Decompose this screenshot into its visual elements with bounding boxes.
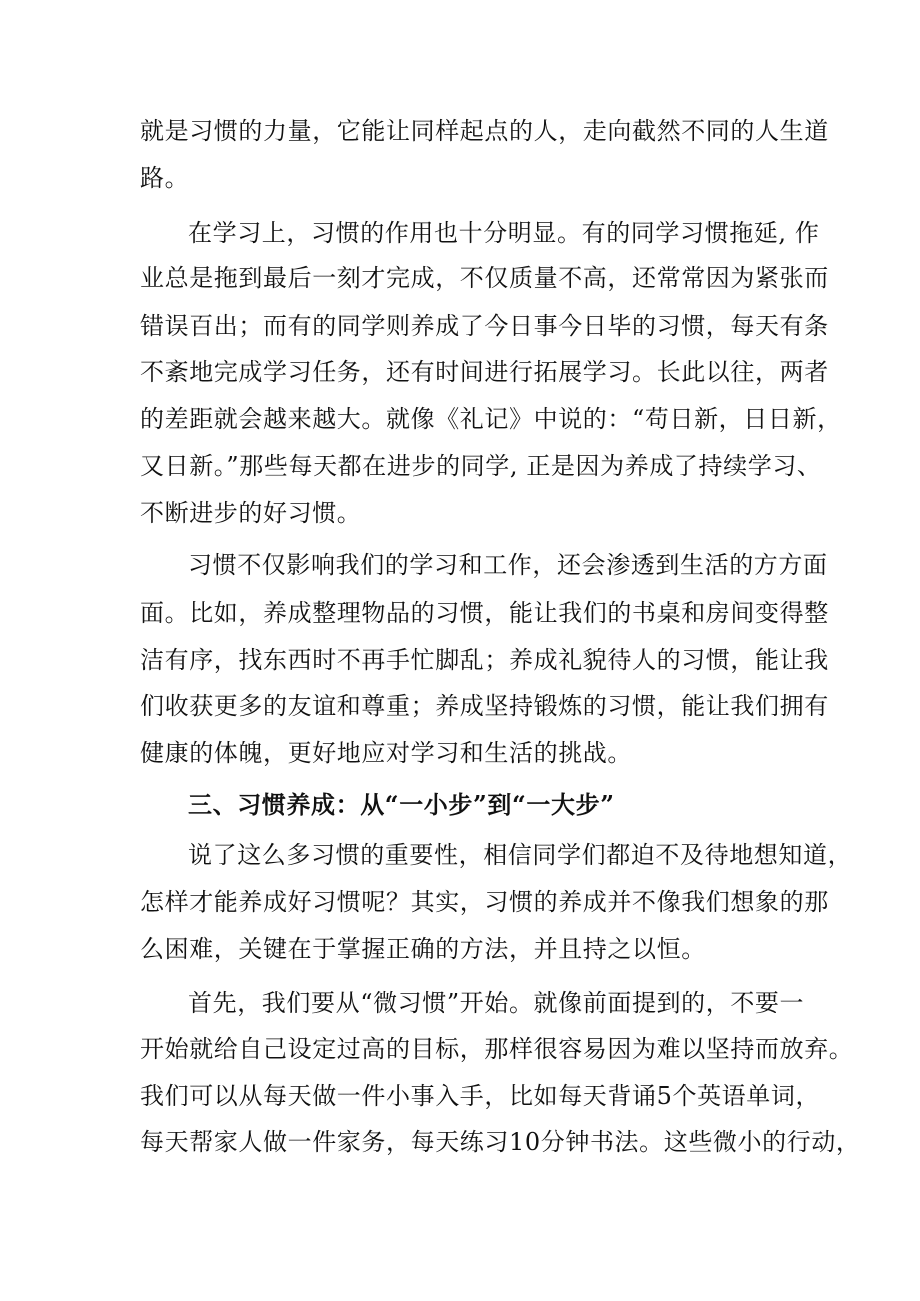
paragraph-2-line-3: 错误百出；而有的同学则养成了今日事今日毕的习惯，每天有条 [140,312,829,340]
section-heading: 三、习惯养成：从“一小步”到“一大步” [188,790,615,819]
paragraph-2-line-1: 在学习上，习惯的作用也十分明显。有的同学习惯拖延, 作 [188,219,820,247]
paragraph-2-line-2: 业总是拖到最后一刻才完成，不仅质量不高，还常常因为紧张而 [140,264,829,292]
paragraph-4-line-2: 怎样才能养成好习惯呢？其实，习惯的养成并不像我们想象的那 [140,888,829,916]
paragraph-1-line-2: 路。 [140,164,190,192]
paragraph-5-line-4: 每天帮家人做一件家务，每天练习10分钟书法。这些微小的行动， [140,1128,861,1156]
paragraph-5-line-2: 开始就给自己设定过高的目标，那样很容易因为难以坚持而放弃。 [140,1035,854,1063]
paragraph-3-line-3: 洁有序，找东西时不再手忙脚乱；养成礼貌待人的习惯，能让我 [140,646,829,674]
paragraph-2-line-5: 的差距就会越来越大。就像《礼记》中说的：“苟日新，日日新， [140,405,842,433]
paragraph-3-line-4: 们收获更多的友谊和尊重；养成坚持锻炼的习惯，能让我们拥有 [140,692,829,720]
paragraph-4-line-1: 说了这么多习惯的重要性，相信同学们都迫不及待地想知道， [188,841,853,869]
paragraph-3-line-1: 习惯不仅影响我们的学习和工作，还会渗透到生活的方方面 [188,551,828,579]
paragraph-2-line-4: 不紊地完成学习任务，还有时间进行拓展学习。长此以往，两者 [140,358,829,386]
paragraph-3-line-5: 健康的体魄，更好地应对学习和生活的挑战。 [140,739,632,767]
paragraph-5-line-3: 我们可以从每天做一件小事入手，比如每天背诵5个英语单词， [140,1082,821,1110]
paragraph-4-line-3: 么困难，关键在于掌握正确的方法，并且持之以恒。 [140,935,706,963]
paragraph-1-line-1: 就是习惯的力量，它能让同样起点的人，走向截然不同的人生道 [140,117,829,145]
paragraph-2-line-6: 又日新。”那些每天都在进步的同学, 正是因为养成了持续学习、 [140,452,822,480]
paragraph-2-line-7: 不断进步的好习惯。 [140,499,362,527]
paragraph-5-line-1: 首先，我们要从“微习惯”开始。就像前面提到的，不要一 [188,989,805,1017]
paragraph-3-line-2: 面。比如，养成整理物品的习惯，能让我们的书桌和房间变得整 [140,599,829,627]
